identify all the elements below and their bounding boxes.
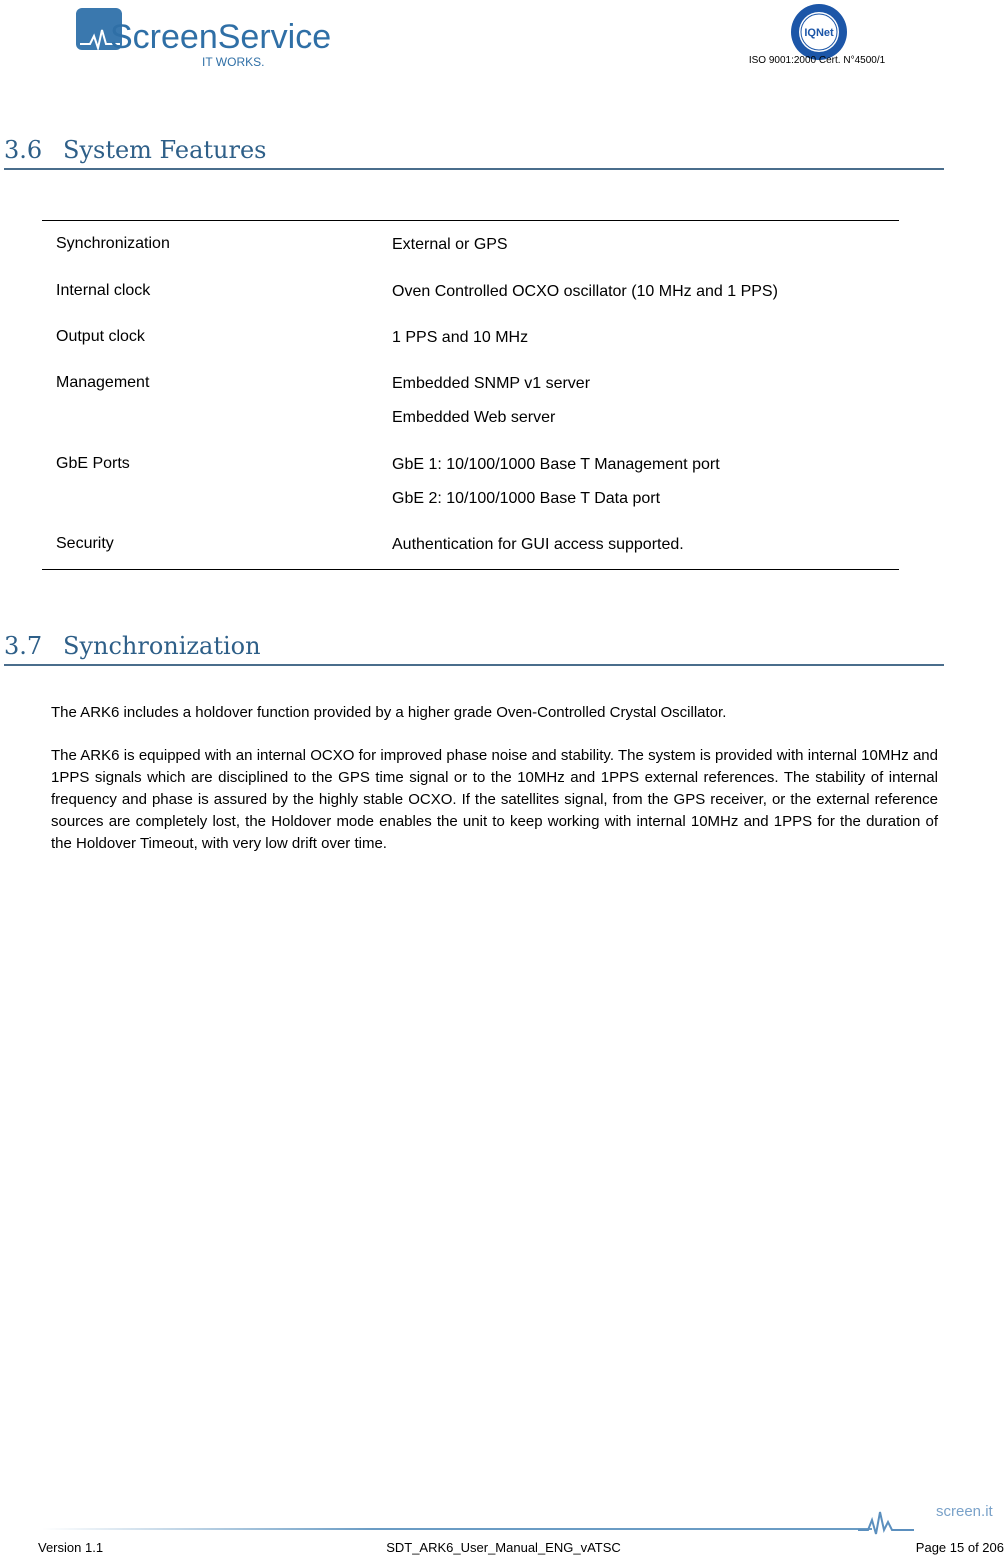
paragraph-ocxo-description: The ARK6 is equipped with an internal OCXO for improved phase noise and stability. The system is provided with internal 10MHz and 1PPS signals which are disciplined to the GPS time signal or to the 10MHz and 1PPS external references. The stability of internal frequency and phase is assured by the highly stable OCXO. If the satellites signal, from the GPS receiver, or the external reference sources are completely lost, the Holdover mode enables the unit to keep working with internal 10MHz and 1PPS for the duration of the Holdover Timeout, with very low drift over time. <box>51 747 938 852</box>
footer-brand: screen.it <box>936 1503 993 1520</box>
logo-tagline: IT WORKS. <box>202 55 265 69</box>
feature-value-line: 1 PPS and 10 MHz <box>392 329 529 346</box>
feature-label: Management <box>56 374 150 391</box>
feature-value-line: GbE 1: 10/100/1000 Base T Management port <box>392 456 720 473</box>
section-title: System Features <box>63 136 267 164</box>
paragraph-holdover-intro: The ARK6 includes a holdover function provided by a higher grade Oven-Controlled Crystal Oscillator. <box>51 704 727 721</box>
screenservice-logo <box>76 8 332 70</box>
section-heading-synchronization <box>4 630 944 666</box>
feature-value <box>392 374 590 442</box>
feature-value <box>392 535 684 569</box>
section-title: Synchronization <box>63 632 261 660</box>
feature-value-line: Embedded SNMP v1 server <box>392 375 591 392</box>
feature-label: Synchronization <box>56 235 170 252</box>
feature-label: Internal clock <box>56 282 151 299</box>
feature-value <box>392 455 720 523</box>
section-number: 3.6 <box>4 136 43 164</box>
footer-divider <box>42 1528 872 1530</box>
footer-document-name: SDT_ARK6_User_Manual_ENG_vATSC <box>386 1540 621 1555</box>
feature-value-line: GbE 2: 10/100/1000 Base T Data port <box>392 490 661 507</box>
feature-label: GbE Ports <box>56 455 130 472</box>
iso-certification-text: ISO 9001:2000 Cert. N°4500/1 <box>748 55 886 66</box>
feature-value <box>392 235 508 269</box>
section-number: 3.7 <box>4 632 43 660</box>
feature-value-line: Authentication for GUI access supported. <box>392 536 684 553</box>
logo-brand-text: ScreenService <box>110 18 332 56</box>
badge-text: IQNet <box>804 27 834 39</box>
waveform-icon <box>858 1508 914 1536</box>
feature-value-line: Oven Controlled OCXO oscillator (10 MHz and 1 PPS) <box>392 283 778 300</box>
feature-value <box>392 282 778 316</box>
feature-value <box>392 328 528 362</box>
feature-value-line: External or GPS <box>392 236 508 253</box>
iqnet-certification-badge <box>789 2 849 62</box>
feature-label: Output clock <box>56 328 145 345</box>
footer-version: Version 1.1 <box>38 1540 104 1555</box>
section-heading-system-features <box>4 134 944 170</box>
feature-label: Security <box>56 535 114 552</box>
feature-value-line: Embedded Web server <box>392 409 556 426</box>
footer-page-number: Page 15 of 206 <box>915 1540 1004 1555</box>
features-table <box>42 220 899 570</box>
